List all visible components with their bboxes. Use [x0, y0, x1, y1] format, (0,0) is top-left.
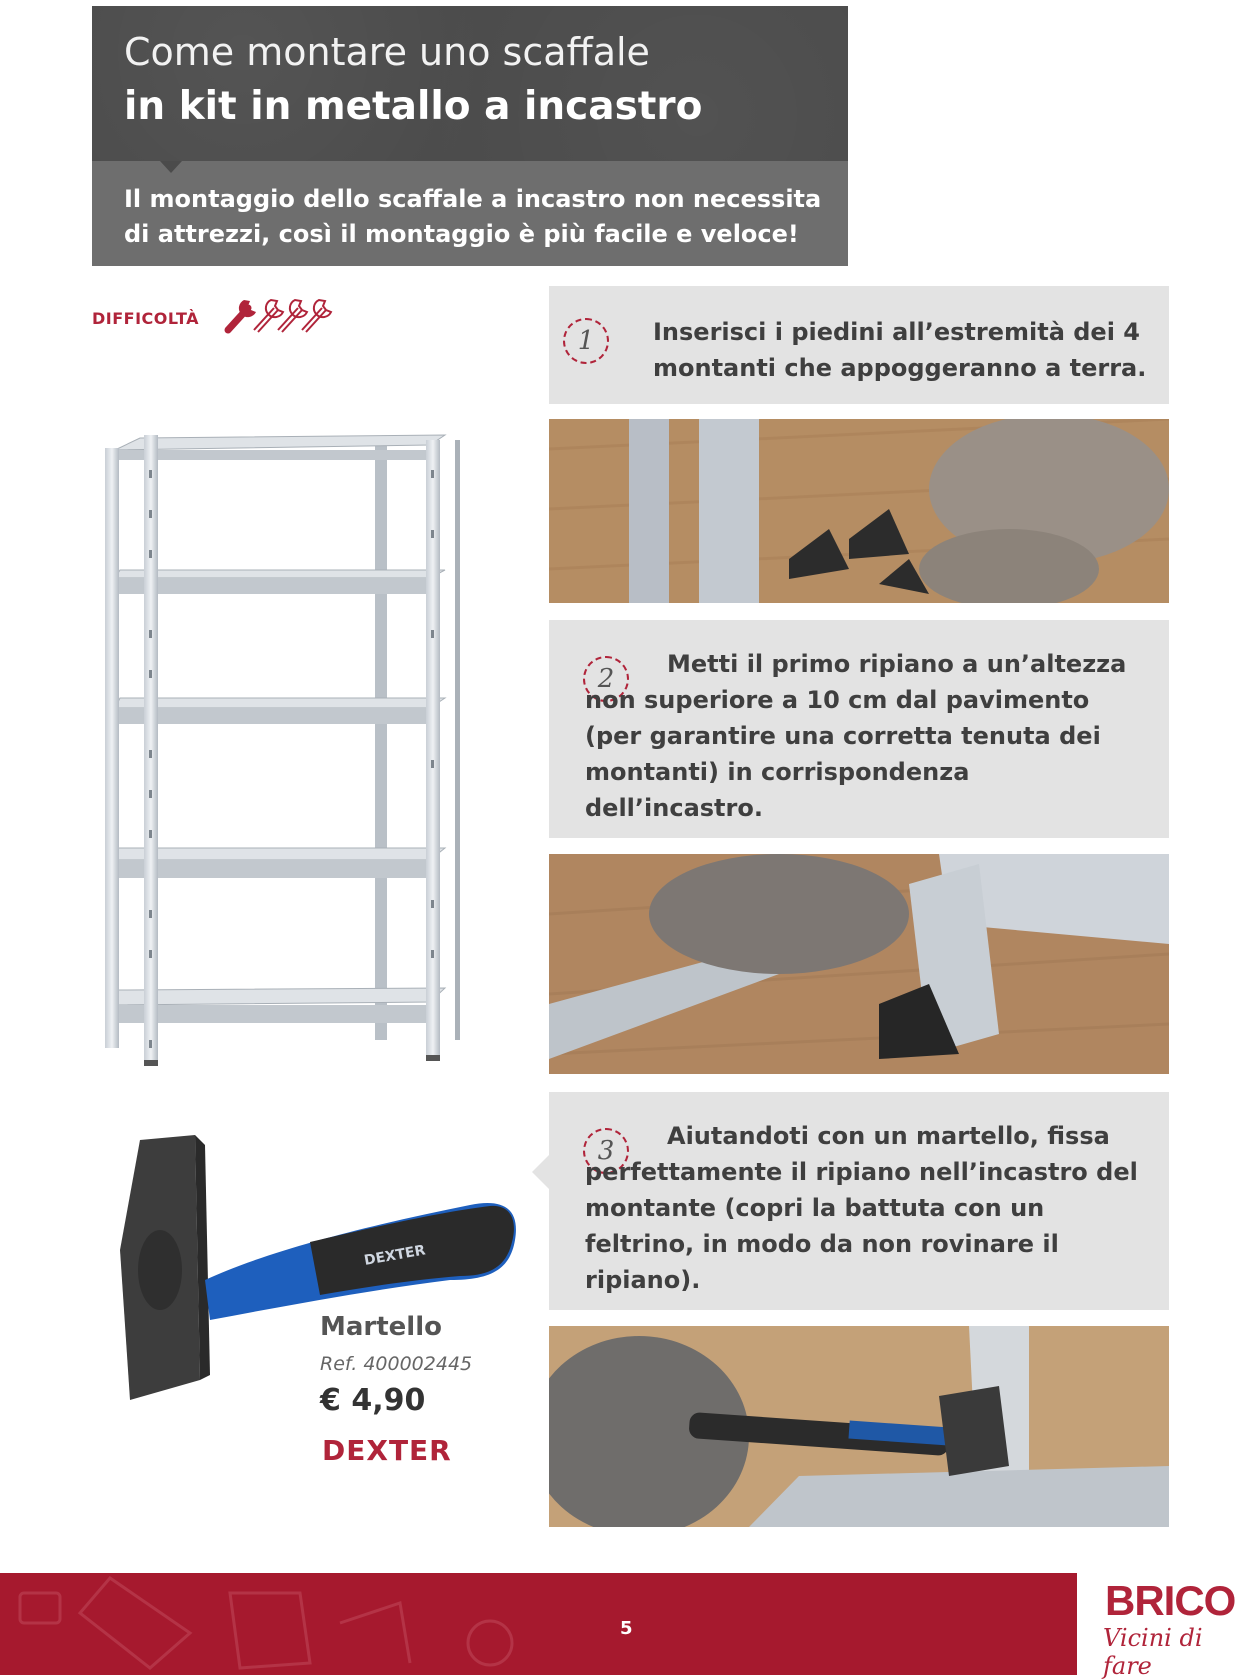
wrench-outline-icon	[278, 300, 307, 332]
footer-tools-pattern	[0, 1573, 1077, 1675]
footer-band	[0, 1573, 1077, 1675]
brico-logo	[1105, 1577, 1235, 1625]
wrench-outline-icon	[254, 300, 283, 332]
step-3-photo	[549, 1326, 1169, 1527]
step-text: Metti il primo ripiano a un’altezza non superiore a 10 cm dal pavimento (per garantire una corretta tenuta dei montanti) in corrispondenza dell’incastro.	[585, 650, 1127, 822]
wrench-outline-icon	[302, 300, 331, 332]
subtitle: Il montaggio dello scaffale a incastro non necessita di attrezzi, così il montaggio è più facile e veloce!	[124, 185, 822, 248]
callout-pointer	[532, 1154, 550, 1190]
step-number: 1	[563, 318, 609, 364]
difficulty-label: DIFFICOLTÀ	[92, 309, 199, 328]
difficulty-rating	[224, 286, 334, 336]
brico-logo-text: BRICO	[1105, 1577, 1236, 1624]
hammer-handle-brand: DEXTER	[362, 1242, 427, 1269]
shelf-image	[100, 430, 460, 1070]
step-text: Aiutandoti con un martello, fissa perfettamente il ripiano nell’incastro del montante (copri la battuta con un feltrino, in modo da non rovinare il ripiano).	[585, 1122, 1138, 1294]
page-number: 5	[620, 1618, 633, 1639]
step-1-photo	[549, 419, 1169, 603]
step-2-photo	[549, 854, 1169, 1074]
step-1-box	[549, 286, 1169, 404]
step-text: Inserisci i piedini all’estremità dei 4 montanti che appoggeranno a terra.	[653, 318, 1147, 382]
brand-logo: DEXTER	[322, 1434, 452, 1467]
brico-tagline: Vicini di fare	[1103, 1624, 1203, 1680]
header-notch	[160, 161, 182, 173]
step-3-box	[549, 1092, 1169, 1310]
page-title: Come montare uno scaffale	[124, 30, 650, 74]
step-number: 2	[583, 656, 629, 702]
page-title-bold: in kit in metallo a incastro	[124, 84, 703, 129]
wrench-icon	[228, 300, 256, 330]
product-name: Martello	[320, 1312, 442, 1342]
step-2-box	[549, 620, 1169, 838]
product-ref: Ref. 400002445	[320, 1353, 473, 1375]
step-number: 3	[583, 1128, 629, 1174]
product-price: € 4,90	[320, 1383, 426, 1418]
